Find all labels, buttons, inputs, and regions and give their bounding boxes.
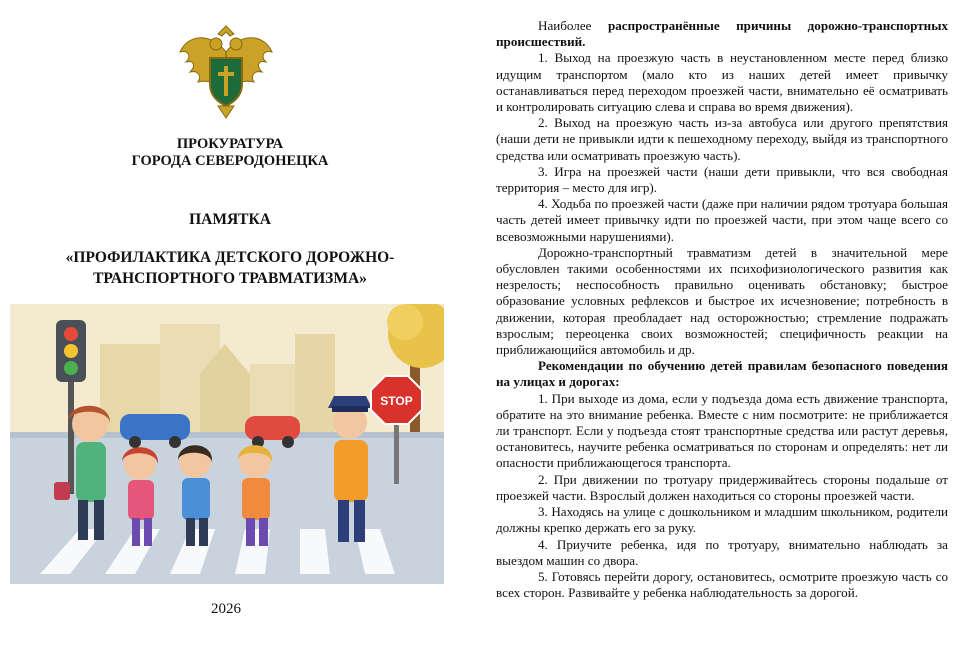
cause-item: 3. Игра на проезжей части (наши дети привыкли, что вся свободная территория – место для игр). xyxy=(496,163,948,196)
org-name-line1: ПРОКУРАТУРА xyxy=(176,136,284,152)
stop-sign-text: STOP xyxy=(380,394,413,408)
intro-prefix: Наиболее xyxy=(538,18,608,33)
recommendations-heading xyxy=(496,358,948,390)
recommendation-item: 2. При движении по тротуару придерживайтесь стороны подальше от проезжей части. Взрослый должен находиться со стороны проезжей части. xyxy=(496,471,948,503)
recommendation-item: 5. Готовясь перейти дорогу, остановитесь, осмотрите проезжую часть со всех сторон. Развивайте у ребенка наблюдательность за дорогой. xyxy=(496,568,948,601)
reasons-paragraph: Дорожно-транспортный травматизм детей в значительной мере обусловлен такими особенностями их психофизиологического развития как незрелость; неспособность правильно оценивать обстановку; быстрое образование условных рефлексов и быстрое их исчезновение; потребность в движении, которая преобладает над осторожностью; стремление подражать взрослым; переоценка своих возможностей; специфичность реакции на приближающийся автомобиль и др. xyxy=(496,244,948,358)
intro-bold: распространённые причины дорожно-транспортных происшествий. xyxy=(496,18,948,50)
road-safety-illustration xyxy=(10,304,444,584)
intro-paragraph xyxy=(496,18,948,50)
memo-label: ПАМЯТКА xyxy=(189,211,271,228)
prosecutor-emblem-icon xyxy=(176,22,276,120)
recommendation-item: 4. Приучите ребенка, идя по тротуару, внимательно наблюдать за выездом машин со двора. xyxy=(496,536,948,568)
cause-item: 1. Выход на проезжую часть в неустановленном месте перед близко идущим транспортом (мало кто из наших детей имеет привычку останавливаться перед переходом проезжей части, внимательно её осматривать и контролировать ситуацию слева и справа во время движения). xyxy=(496,50,948,115)
memo-body xyxy=(496,18,948,601)
memo-title-line2: ТРАНСПОРТНОГО ТРАВМАТИЗМА» xyxy=(93,270,367,287)
memo-title-line1: «ПРОФИЛАКТИКА ДЕТСКОГО ДОРОЖНО- xyxy=(65,249,395,266)
recommendation-item: 3. Находясь на улице с дошкольником и младшим школьником, родители должны крепко держать его за руку. xyxy=(496,504,948,536)
org-name-line2: ГОРОДА СЕВЕРОДОНЕЦКА xyxy=(131,153,329,169)
cause-item: 4. Ходьба по проезжей части (даже при наличии рядом тротуара большая часть детей имеет привычку идти по проезжей части, при этом чаще всего со всевозможными нарушениями). xyxy=(496,196,948,244)
cause-item: 2. Выход на проезжую часть из-за автобуса или другого препятствия (наши дети не привыкли идти к пешеходному переходу, выйдя из транспортного средства или осматривать проезжую часть). xyxy=(496,115,948,163)
recommendations-heading-text: Рекомендации по обучению детей правилам безопасного поведения на улицах и дорогах: xyxy=(496,358,948,390)
title-page xyxy=(0,0,470,665)
recommendation-item: 1. При выходе из дома, если у подъезда дома есть движение транспорта, обратите на это внимание ребенка. Вместе с ним посмотрите: не приближается ли транспорт. Если у подъезда стоят транспортные средства или растут деревья, остановитесь, научите ребенка осматриваться по сторонам и определять: нет ли опасности приближающегося транспорта. xyxy=(496,390,948,471)
year: 2026 xyxy=(211,601,241,617)
